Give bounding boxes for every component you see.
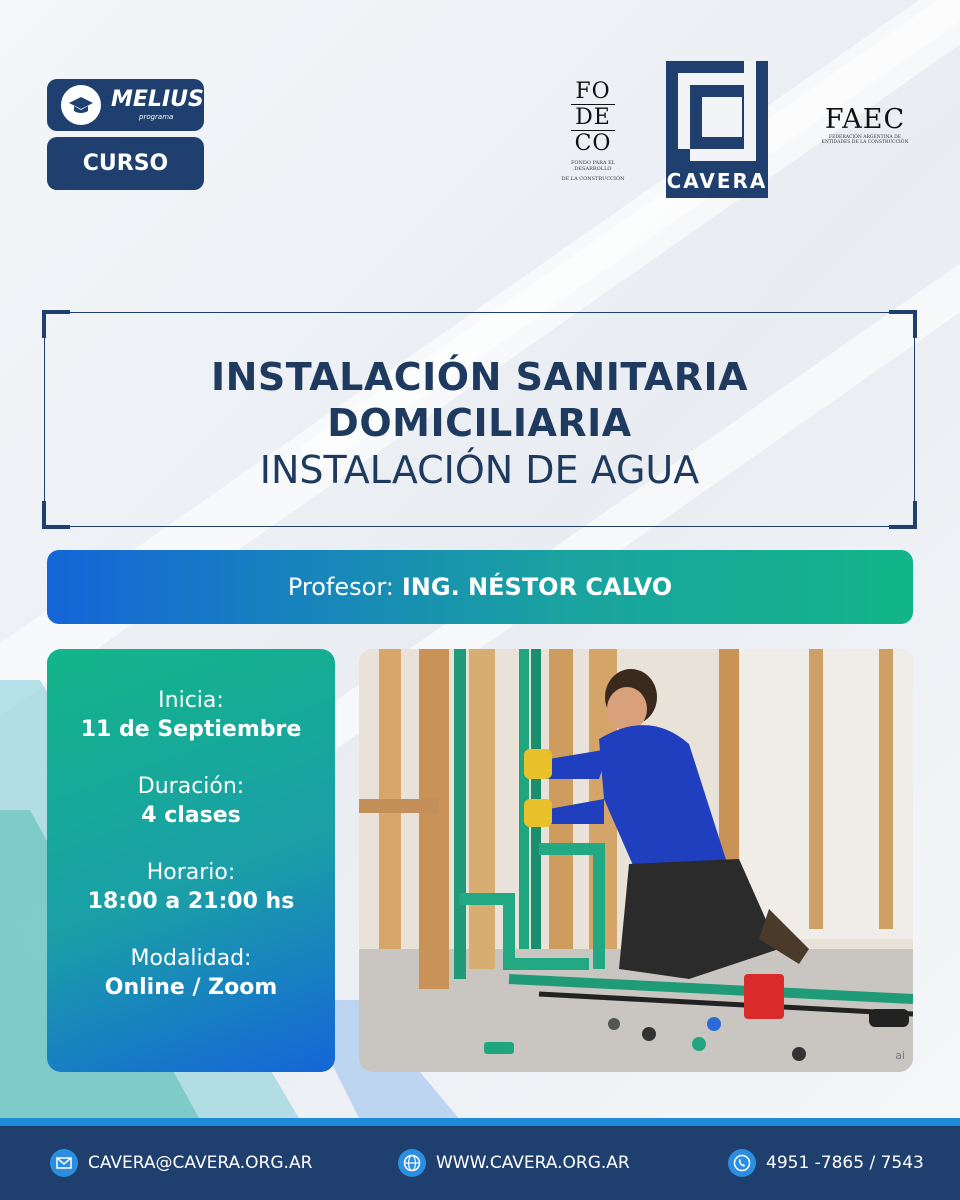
fodeco-logo (558, 79, 628, 182)
phone-text[interactable]: 4951 -7865 / 7543 (766, 1153, 924, 1173)
course-info-card (47, 649, 335, 1072)
duration-value: 4 clases (141, 803, 241, 828)
melius-logo-text: MELIUS (111, 87, 204, 112)
footer (0, 1126, 960, 1200)
curso-badge: CURSO (47, 137, 204, 190)
start-value: 11 de Septiembre (80, 717, 302, 742)
fodeco-line-3: CO (574, 131, 612, 156)
fodeco-line-2: DE (575, 105, 611, 130)
faec-logo (815, 104, 915, 145)
cavera-label: CAVERA (666, 165, 768, 198)
fodeco-line-1: FO (575, 79, 611, 104)
start-label: Inicia: (158, 688, 224, 713)
schedule-label: Horario: (146, 860, 236, 885)
whatsapp-icon (728, 1149, 756, 1177)
mode-value: Online / Zoom (104, 975, 278, 1000)
professor-name: ING. NÉSTOR CALVO (401, 573, 673, 601)
plumber-photo (359, 649, 913, 1072)
globe-icon (398, 1149, 426, 1177)
faec-subtitle-1: FEDERACIÓN ARGENTINA DE (829, 135, 901, 140)
email-text[interactable]: CAVERA@CAVERA.ORG.AR (88, 1153, 313, 1173)
graduation-cap-icon (61, 85, 101, 125)
course-subtitle: INSTALACIÓN DE AGUA (259, 448, 700, 492)
faec-subtitle-2: ENTIDADES DE LA CONSTRUCCIÓN (821, 140, 909, 145)
course-title-line-2: DOMICILIARIA (327, 401, 632, 445)
professor-prefix: Profesor: (287, 573, 394, 601)
mode-label: Modalidad: (130, 946, 252, 971)
footer-phone[interactable] (728, 1149, 924, 1177)
footer-email[interactable] (50, 1149, 312, 1177)
professor-bar (47, 550, 913, 624)
melius-subtitle: programa (139, 113, 174, 121)
footer-accent-bar (0, 1118, 960, 1126)
faec-title: FAEC (824, 104, 906, 135)
mail-icon (50, 1149, 78, 1177)
course-title-line-1: INSTALACIÓN SANITARIA (210, 355, 749, 399)
fodeco-subtitle-2: DE LA CONSTRUCCIÓN (561, 176, 625, 182)
schedule-value: 18:00 a 21:00 hs (87, 889, 295, 914)
fodeco-subtitle-1: FONDO PARA EL DESARROLLO (570, 160, 616, 172)
title-frame (44, 312, 915, 527)
duration-label: Duración: (137, 774, 245, 799)
website-text[interactable]: WWW.CAVERA.ORG.AR (436, 1153, 630, 1173)
footer-website[interactable] (398, 1149, 630, 1177)
ai-watermark: ai (895, 1049, 905, 1062)
melius-badge (47, 79, 204, 131)
